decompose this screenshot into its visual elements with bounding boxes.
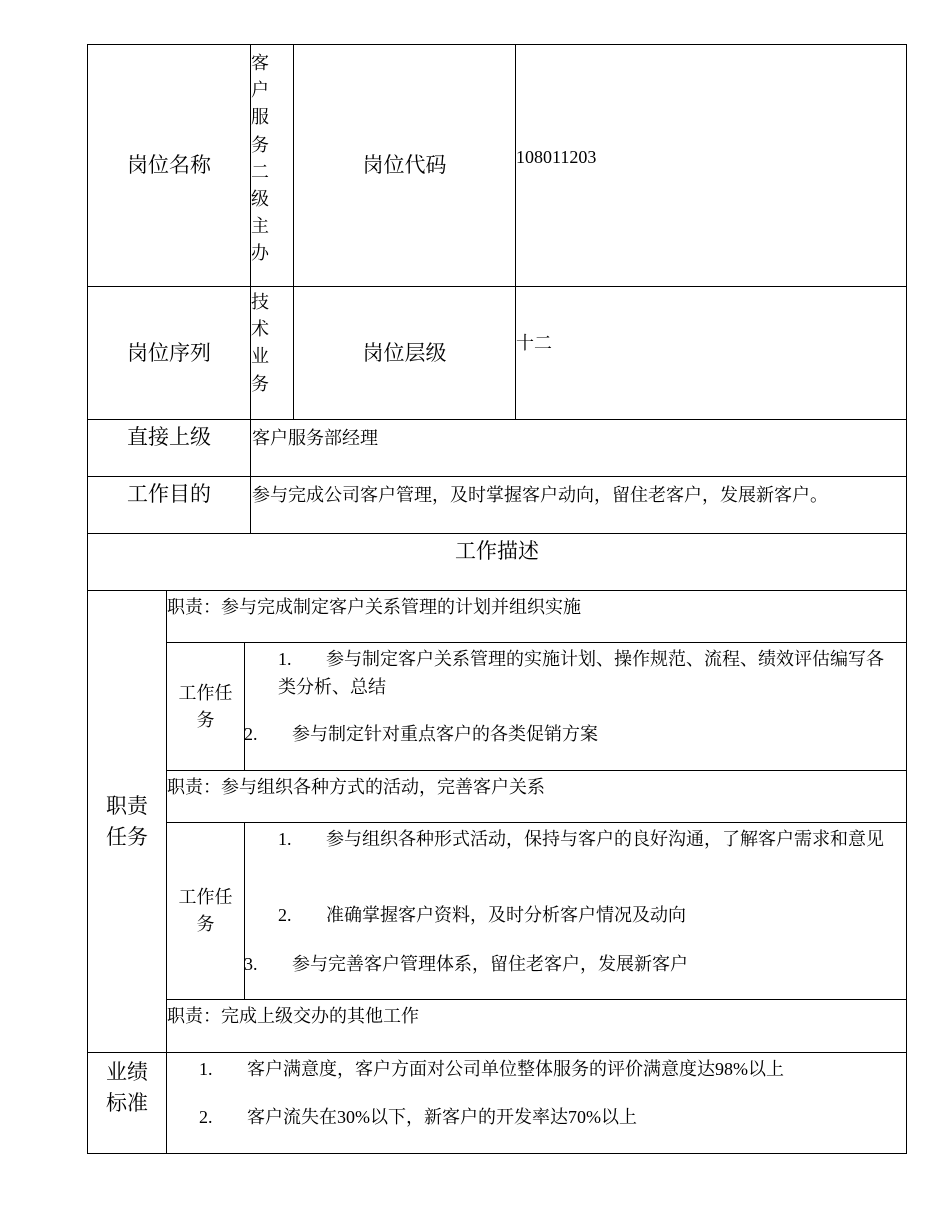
post-series-label: 岗位序列 [127, 340, 211, 365]
duty-1-task-1-num: 1. [278, 649, 292, 669]
performance-item-2 [199, 1104, 899, 1132]
duty-2-task-1-text: 参与组织各种形式活动，保持与客户的良好沟通，了解客户需求和意见 [326, 829, 884, 849]
duty-1-task-2 [244, 721, 884, 749]
superior-label: 直接上级 [127, 425, 211, 449]
duty-1-task-1 [278, 646, 888, 702]
duty-2-task-2-num: 2. [278, 905, 292, 925]
post-code-label: 岗位代码 [362, 153, 447, 178]
duty-1-tasks-label-cell [167, 643, 244, 770]
duty-1-task-2-num: 2. [244, 724, 258, 744]
duty-1-task-2-text: 参与制定针对重点客户的各类促销方案 [292, 724, 598, 744]
duty-2-task-3 [244, 951, 884, 979]
post-level-value: 十二 [516, 333, 552, 353]
duty-2-tasks-label-cell [167, 823, 244, 999]
duty-2-task-2-text: 准确掌握客户资料，及时分析客户情况及动向 [326, 905, 686, 925]
duty-2-task-3-text: 参与完善客户管理体系，留住老客户，发展新客户 [292, 954, 688, 974]
description-title: 工作描述 [455, 539, 539, 563]
post-code-value: 108011203 [516, 147, 597, 167]
duty-2-task-1-num: 1. [278, 829, 292, 849]
duties-label-cell [88, 591, 166, 1052]
duty-2-title: 职责：参与组织各种方式的活动，完善客户关系 [167, 777, 545, 797]
duty-1-title: 职责：参与完成制定客户关系管理的计划并组织实施 [167, 597, 581, 617]
duty-2-task-2 [278, 902, 888, 930]
post-name-value: 客户服务二级主办 [251, 53, 269, 264]
superior-value: 客户服务部经理 [252, 428, 378, 448]
performance-label: 业绩标准 [106, 1060, 148, 1115]
purpose-label: 工作目的 [127, 482, 211, 506]
performance-label-cell [88, 1053, 166, 1123]
performance-item-2-text: 客户流失在30%以下，新客户的开发率达70%以上 [247, 1107, 637, 1127]
post-name-label: 岗位名称 [127, 153, 211, 178]
duty-2-task-3-num: 3. [244, 954, 258, 974]
duty-1-tasks-label: 工作任务 [178, 682, 233, 730]
purpose-value: 参与完成公司客户管理，及时掌握客户动向，留住老客户，发展新客户。 [252, 485, 828, 505]
duty-2-tasks-label: 工作任务 [178, 887, 233, 934]
performance-item-1-num: 1. [199, 1059, 213, 1079]
performance-item-1-text: 客户满意度，客户方面对公司单位整体服务的评价满意度达98%以上 [247, 1059, 784, 1079]
post-series-value: 技术业务 [251, 292, 269, 394]
duty-2-task-1 [278, 826, 888, 854]
post-level-label: 岗位层级 [362, 340, 447, 365]
performance-item-2-num: 2. [199, 1107, 213, 1127]
performance-item-1 [199, 1056, 899, 1084]
duty-1-task-1-text: 参与制定客户关系管理的实施计划、操作规范、流程、绩效评估编写各类分析、总结 [278, 649, 884, 697]
duty-3-title: 职责：完成上级交办的其他工作 [167, 1006, 419, 1026]
duties-label: 职责任务 [106, 793, 148, 849]
